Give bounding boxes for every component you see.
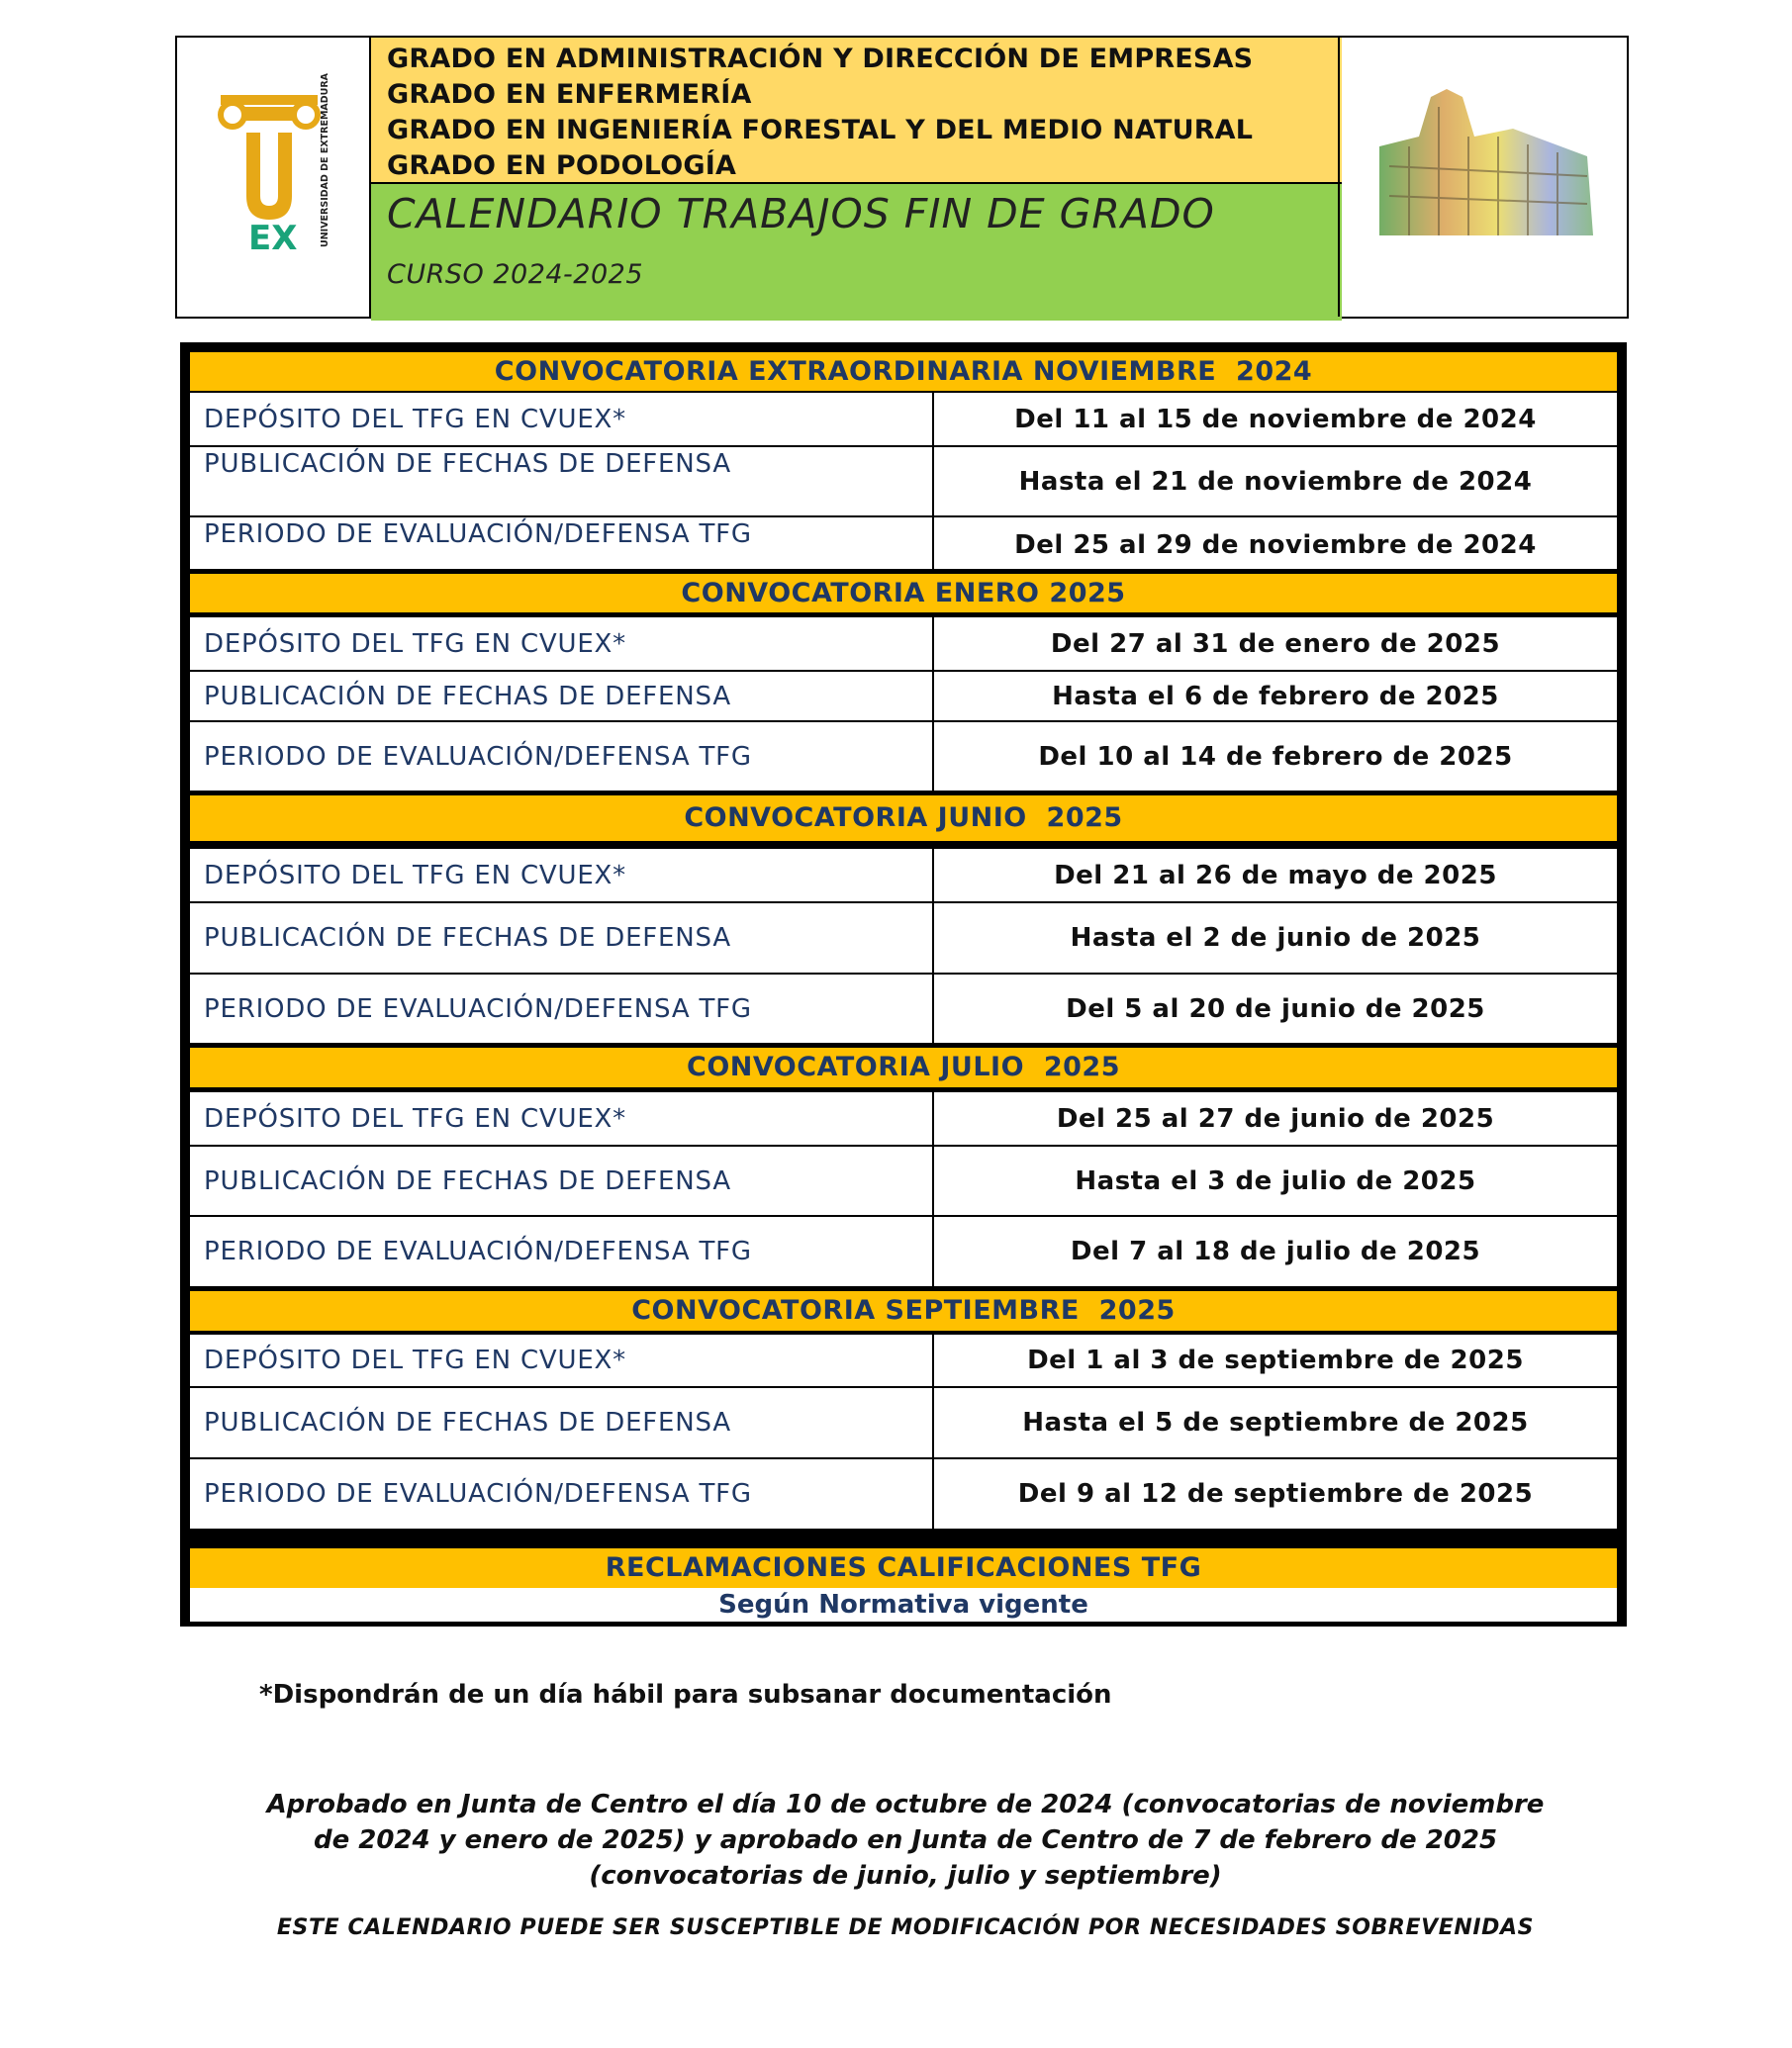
- calendar-table: [180, 342, 1627, 1627]
- reclamaciones-text: Según Normativa vigente: [190, 1588, 1617, 1622]
- fecha-cell: Hasta el 3 de julio de 2025: [1075, 1166, 1476, 1196]
- table-row: [190, 901, 1617, 973]
- grado-line: GRADO EN ENFERMERÍA: [387, 79, 752, 110]
- fecha-cell: Hasta el 21 de noviembre de 2024: [1018, 467, 1533, 497]
- actividad-cell: DEPÓSITO DEL TFG EN CVUEX*: [190, 393, 934, 445]
- logo-letters: EX: [248, 219, 298, 258]
- actividad-cell: PUBLICACIÓN DE FECHAS DE DEFENSA: [190, 447, 934, 515]
- page-title: CALENDARIO TRABAJOS FIN DE GRADO: [387, 190, 1215, 237]
- convocatoria-header: CONVOCATORIA JUNIO 2025: [190, 795, 1617, 841]
- fecha-cell: Del 11 al 15 de noviembre de 2024: [1014, 405, 1537, 434]
- curso-label: CURSO 2024-2025: [387, 259, 644, 290]
- actividad-cell: PERIODO DE EVALUACIÓN/DEFENSA TFG: [190, 517, 934, 569]
- actividad-cell: DEPÓSITO DEL TFG EN CVUEX*: [190, 849, 934, 901]
- convocatoria-header: CONVOCATORIA SEPTIEMBRE 2025: [190, 1291, 1617, 1331]
- actividad-cell: PUBLICACIÓN DE FECHAS DE DEFENSA: [190, 903, 934, 973]
- logo-side-text: UNIVERSIDAD DE EXTREMADURA: [320, 72, 330, 247]
- table-row: [190, 1386, 1617, 1457]
- convocatoria-header: CONVOCATORIA EXTRAORDINARIA NOVIEMBRE 2024: [190, 352, 1617, 391]
- fecha-cell: Del 21 al 26 de mayo de 2025: [1054, 861, 1497, 890]
- fecha-cell: Del 5 al 20 de junio de 2025: [1066, 994, 1485, 1024]
- reclamaciones-header: RECLAMACIONES CALIFICACIONES TFG: [190, 1548, 1617, 1588]
- fecha-cell: Hasta el 6 de febrero de 2025: [1052, 682, 1499, 711]
- table-row: [190, 1215, 1617, 1286]
- fecha-cell: Hasta el 5 de septiembre de 2025: [1022, 1408, 1529, 1438]
- fecha-cell: Del 27 al 31 de enero de 2025: [1050, 629, 1501, 659]
- actividad-cell: DEPÓSITO DEL TFG EN CVUEX*: [190, 1335, 934, 1386]
- actividad-cell: PUBLICACIÓN DE FECHAS DE DEFENSA: [190, 1388, 934, 1457]
- actividad-cell: PERIODO DE EVALUACIÓN/DEFENSA TFG: [190, 1217, 934, 1286]
- fecha-cell: Del 1 al 3 de septiembre de 2025: [1027, 1346, 1524, 1375]
- logo-cell: [177, 38, 371, 317]
- table-row: [190, 1333, 1617, 1386]
- actividad-cell: DEPÓSITO DEL TFG EN CVUEX*: [190, 1092, 934, 1145]
- building-icon: [1340, 38, 1627, 317]
- approval-note: Aprobado en Junta de Centro el día 10 de octubre de 2024 (convocatorias de noviembre de 2024 y enero de 2025) y aprobado en Junta de Centro de 7 de febrero de 2025 (convocatorias de junio, julio y septiembre): [266, 1790, 1545, 1891]
- fecha-cell: Del 9 al 12 de septiembre de 2025: [1017, 1479, 1534, 1509]
- actividad-cell: PERIODO DE EVALUACIÓN/DEFENSA TFG: [190, 722, 934, 791]
- table-row: [190, 847, 1617, 901]
- grado-line: GRADO EN PODOLOGÍA: [387, 150, 737, 181]
- table-row: [190, 445, 1617, 515]
- actividad-cell: PUBLICACIÓN DE FECHAS DE DEFENSA: [190, 1147, 934, 1215]
- document-header: [175, 36, 1629, 319]
- uex-logo: [177, 38, 371, 317]
- actividad-cell: DEPÓSITO DEL TFG EN CVUEX*: [190, 617, 934, 670]
- fecha-cell: Del 25 al 27 de junio de 2025: [1056, 1104, 1495, 1134]
- modification-notice: ESTE CALENDARIO PUEDE SER SUSCEPTIBLE DE MODIFICACIÓN POR NECESIDADES SOBREVENIDAS: [276, 1915, 1535, 1940]
- table-row: [190, 1145, 1617, 1215]
- grado-line: GRADO EN INGENIERÍA FORESTAL Y DEL MEDIO NATURAL: [387, 115, 1254, 145]
- table-row: [190, 670, 1617, 720]
- footnote: *Dispondrán de un día hábil para subsanar documentación: [259, 1680, 1112, 1710]
- table-row: [190, 515, 1617, 569]
- table-row: [190, 720, 1617, 791]
- table-row: [190, 391, 1617, 445]
- grados-box: [371, 38, 1342, 184]
- actividad-cell: PERIODO DE EVALUACIÓN/DEFENSA TFG: [190, 975, 934, 1043]
- table-row: [190, 1457, 1617, 1529]
- fecha-cell: Del 25 al 29 de noviembre de 2024: [1014, 530, 1537, 560]
- actividad-cell: PUBLICACIÓN DE FECHAS DE DEFENSA: [190, 672, 934, 720]
- table-row: [190, 973, 1617, 1043]
- actividad-cell: PERIODO DE EVALUACIÓN/DEFENSA TFG: [190, 1459, 934, 1529]
- fecha-cell: Hasta el 2 de junio de 2025: [1070, 923, 1481, 953]
- table-row: [190, 615, 1617, 670]
- fecha-cell: Del 7 al 18 de julio de 2025: [1070, 1237, 1481, 1266]
- convocatoria-header: CONVOCATORIA ENERO 2025: [190, 574, 1617, 612]
- grado-line: GRADO EN ADMINISTRACIÓN Y DIRECCIÓN DE EMPRESAS: [387, 44, 1254, 74]
- fecha-cell: Del 10 al 14 de febrero de 2025: [1038, 742, 1513, 772]
- table-row: [190, 1090, 1617, 1145]
- convocatoria-header: CONVOCATORIA JULIO 2025: [190, 1048, 1617, 1087]
- titulo-box: [371, 184, 1342, 321]
- building-cell: [1338, 38, 1627, 317]
